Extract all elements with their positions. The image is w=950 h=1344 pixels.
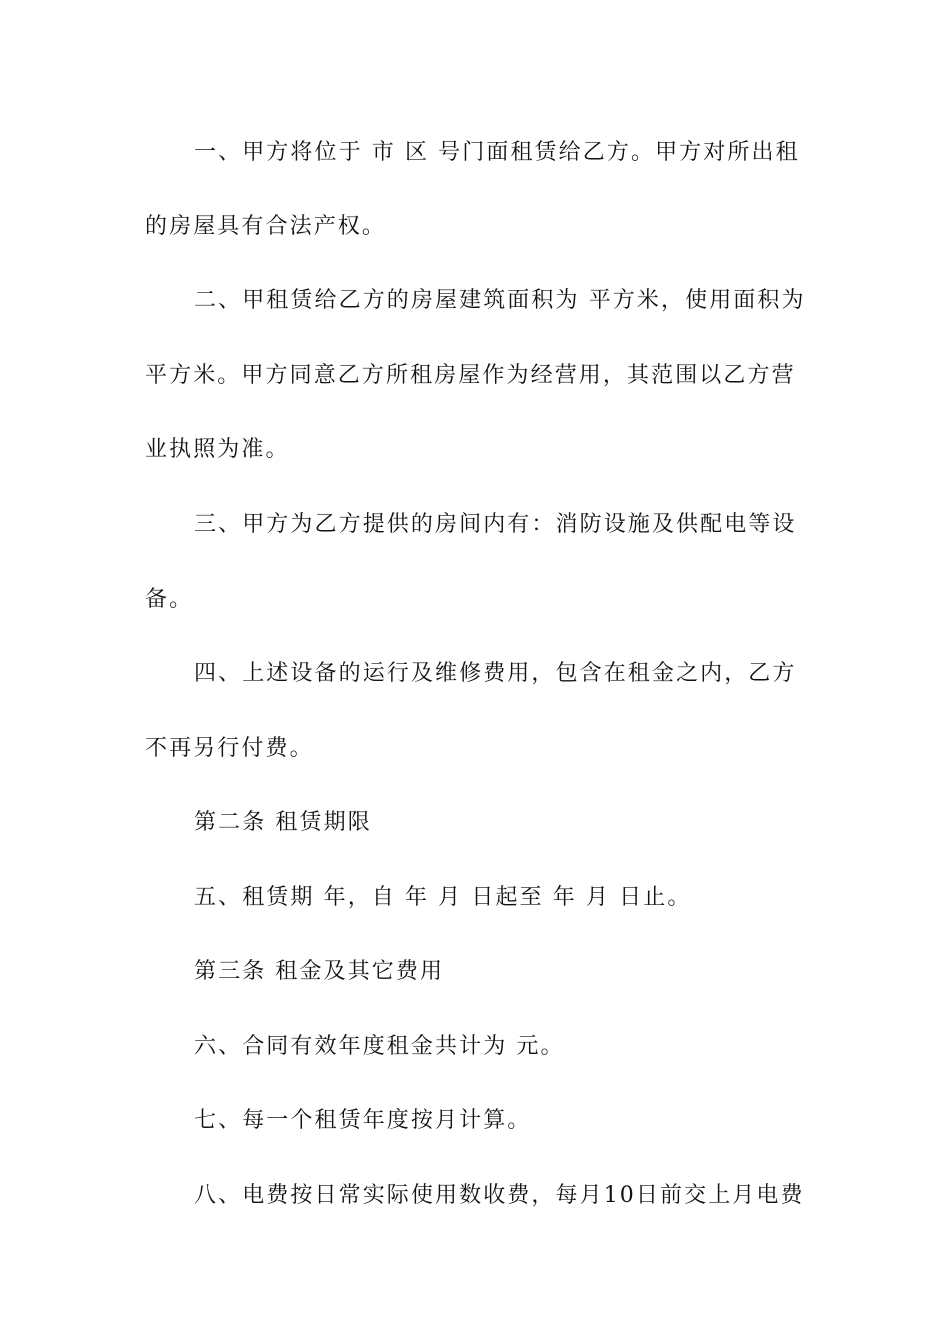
paragraph-2-line-1: 二、甲租赁给乙方的房屋建筑面积为 平方米，使用面积为 [194, 288, 806, 313]
paragraph-2-line-2: 平方米。甲方同意乙方所租房屋作为经营用，其范围以乙方营 [145, 363, 796, 388]
paragraph-1-line-1: 一、甲方将位于 市 区 号门面租赁给乙方。甲方对所出租 [194, 140, 800, 165]
paragraph-2-line-3: 业执照为准。 [145, 437, 290, 462]
article-2-heading: 第二条 租赁期限 [194, 810, 372, 835]
article-3-heading: 第三条 租金及其它费用 [194, 959, 445, 984]
paragraph-6: 六、合同有效年度租金共计为 元。 [194, 1034, 565, 1059]
paragraph-5: 五、租赁期 年，自 年 月 日起至 年 月 日止。 [194, 885, 692, 910]
paragraph-3-line-2: 备。 [145, 587, 194, 612]
paragraph-8-line-1: 八、电费按日常实际使用数收费，每月10日前交上月电费 [194, 1183, 805, 1208]
paragraph-1-line-2: 的房屋具有合法产权。 [145, 214, 387, 239]
paragraph-3-line-1: 三、甲方为乙方提供的房间内有：消防设施及供配电等设 [194, 512, 797, 537]
paragraph-7: 七、每一个租赁年度按月计算。 [194, 1108, 532, 1133]
paragraph-4-line-2: 不再另行付费。 [145, 736, 314, 761]
paragraph-4-line-1: 四、上述设备的运行及维修费用，包含在租金之内，乙方 [194, 661, 797, 686]
